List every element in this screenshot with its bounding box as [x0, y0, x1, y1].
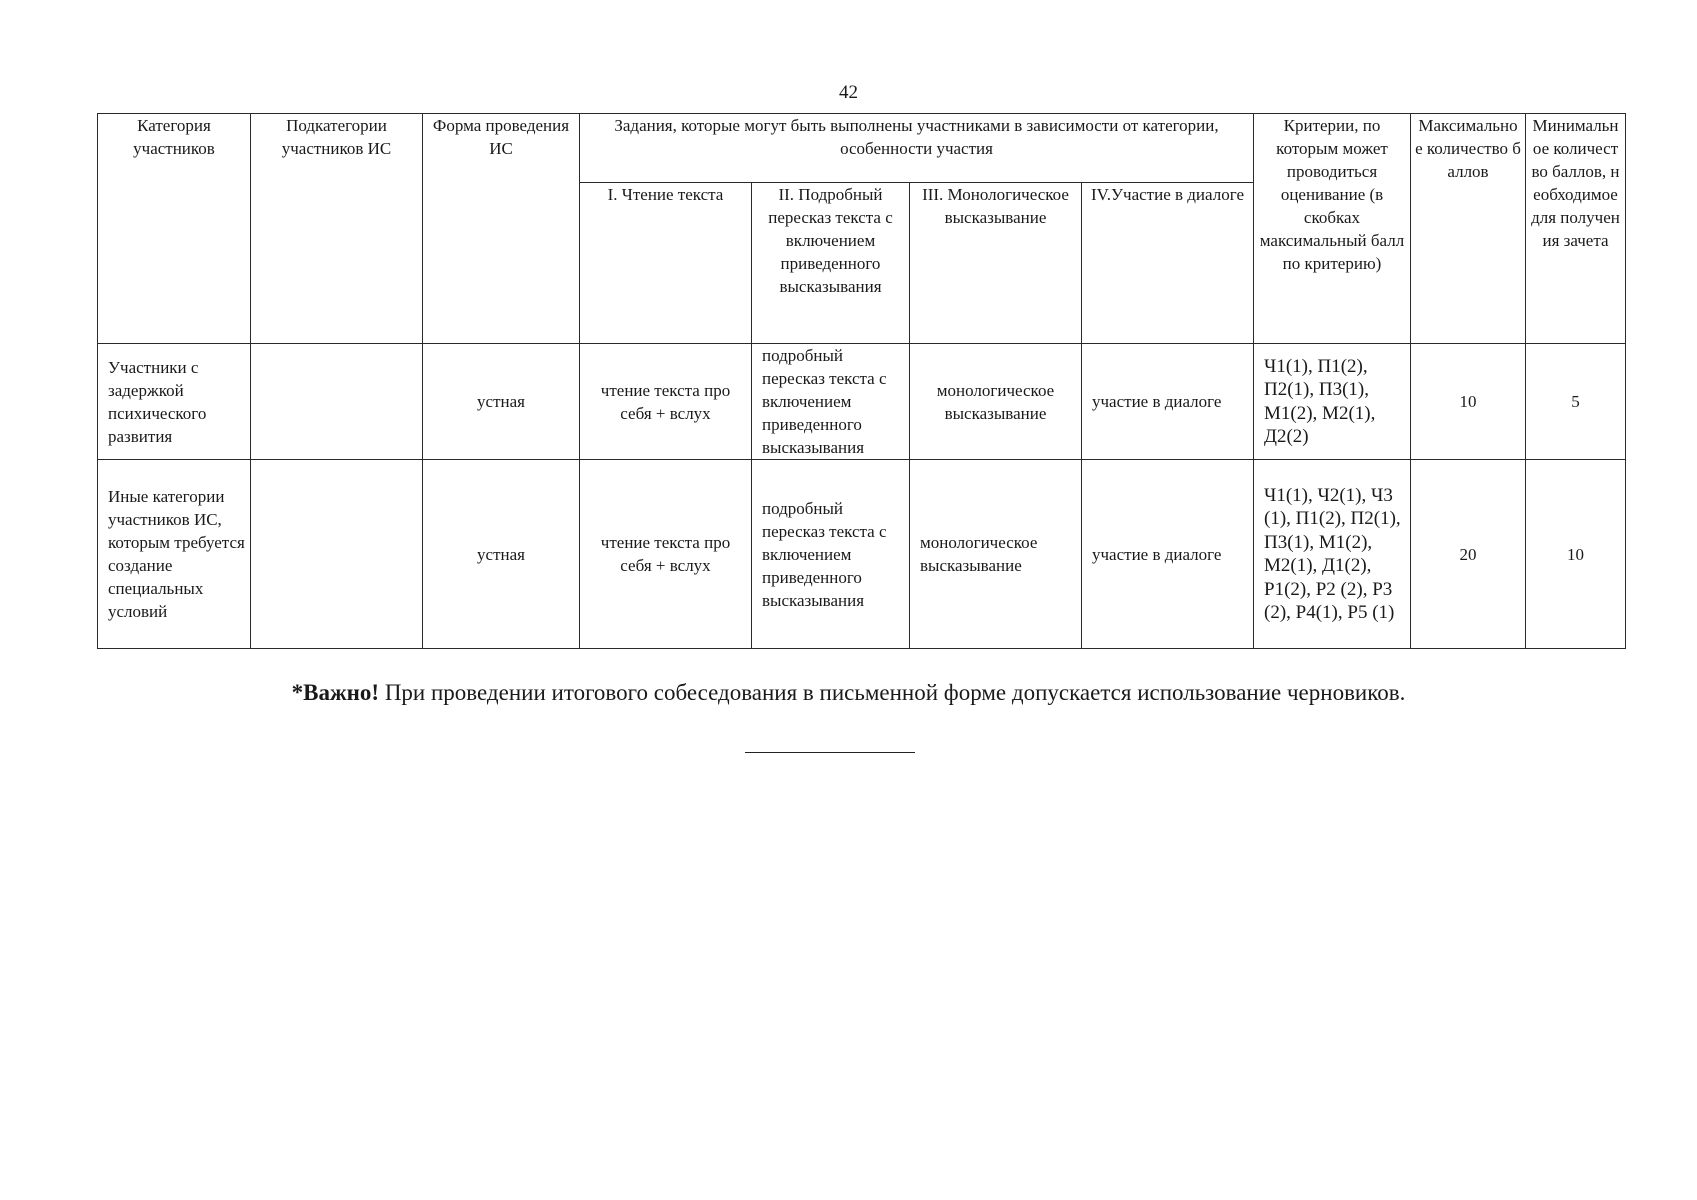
header-task2: II. Подробный пересказ текста с включением приведенного высказывания — [752, 183, 910, 344]
participants-table — [97, 113, 1626, 649]
row-category: Участники с задержкой психического развития — [98, 344, 251, 460]
header-max-score: Максимальное количество баллов — [1411, 114, 1526, 344]
row-task3: монологическое высказывание — [910, 460, 1082, 649]
header-task4: IV.Участие в диалоге — [1082, 183, 1254, 344]
row-criteria: Ч1(1), П1(2), П2(1), П3(1), М1(2), М2(1), Д2(2) — [1254, 344, 1411, 460]
header-task3: III. Монологическое высказывание — [910, 183, 1082, 344]
header-row-top — [98, 114, 1626, 183]
page-number: 42 — [839, 82, 858, 103]
header-category: Категория участников — [98, 114, 251, 344]
header-form: Форма проведения ИС — [423, 114, 580, 344]
header-min-score: Минимальное количество баллов, необходимое для получения зачета — [1526, 114, 1626, 344]
important-note-text: При проведении итогового собеседования в письменной форме допускается использование черновиков. — [379, 680, 1406, 705]
important-note — [0, 680, 1697, 706]
row-form: устная — [423, 460, 580, 649]
row-max-score: 20 — [1411, 460, 1526, 649]
row-subcategory — [251, 460, 423, 649]
closing-rule — [745, 752, 915, 753]
row-task4: участие в диалоге — [1082, 460, 1254, 649]
row-task1: чтение текста про себя + вслух — [580, 344, 752, 460]
header-subcategory: Подкатегории участников ИС — [251, 114, 423, 344]
header-criteria: Критерии, по которым может проводиться оценивание (в скобках максимальный балл по критерию) — [1254, 114, 1411, 344]
row-min-score: 10 — [1526, 460, 1626, 649]
header-tasks-group: Задания, которые могут быть выполнены участниками в зависимости от категории, особенности участия — [580, 114, 1254, 183]
row-max-score: 10 — [1411, 344, 1526, 460]
row-form: устная — [423, 344, 580, 460]
row-task2: подробный пересказ текста с включением приведенного высказывания — [752, 460, 910, 649]
row-category: Иные категории участников ИС, которым требуется создание специальных условий — [98, 460, 251, 649]
row-criteria: Ч1(1), Ч2(1), Ч3 (1), П1(2), П2(1), П3(1), М1(2), М2(1), Д1(2), Р1(2), Р2 (2), Р3 (2), Р4(1), Р5 (1) — [1254, 460, 1411, 649]
row-subcategory — [251, 344, 423, 460]
row-task3: монологическое высказывание — [910, 344, 1082, 460]
header-task1: I. Чтение текста — [580, 183, 752, 344]
important-note-prefix: *Важно! — [291, 680, 380, 705]
row-min-score: 5 — [1526, 344, 1626, 460]
row-task1: чтение текста про себя + вслух — [580, 460, 752, 649]
table-row — [98, 344, 1626, 460]
row-task2: подробный пересказ текста с включением приведенного высказывания — [752, 344, 910, 460]
row-task4: участие в диалоге — [1082, 344, 1254, 460]
table-row — [98, 460, 1626, 649]
